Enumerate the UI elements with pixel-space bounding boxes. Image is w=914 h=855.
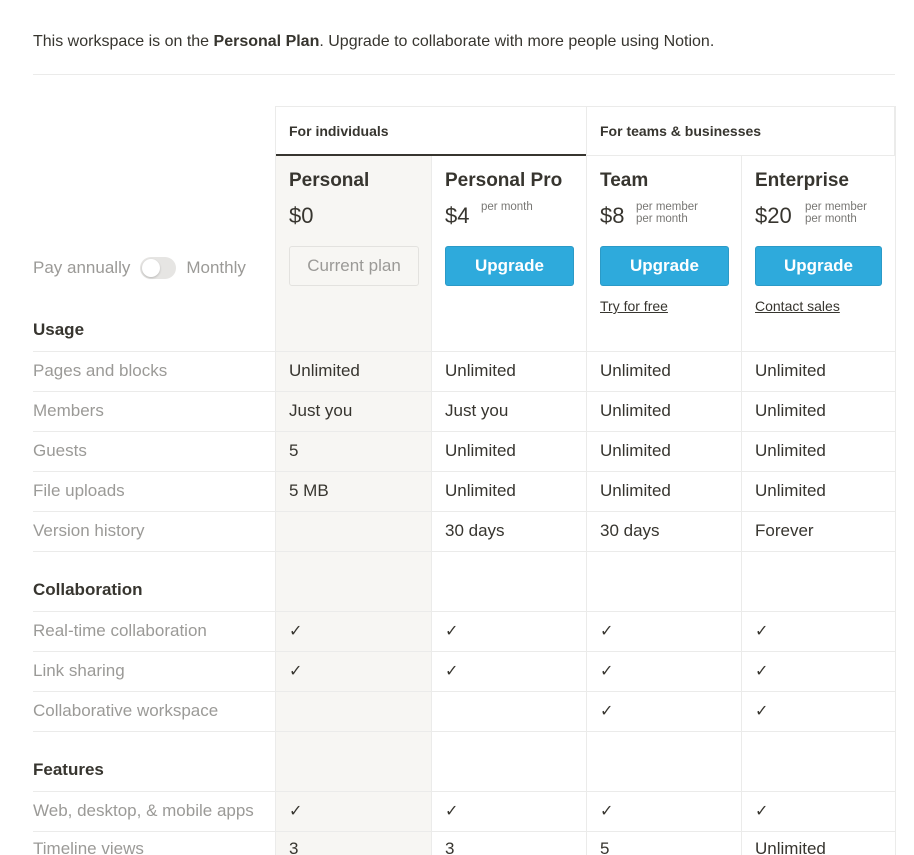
plan-billing-unit	[636, 201, 698, 225]
plan-price-team: $8	[600, 203, 625, 228]
check-icon: ✓	[289, 803, 303, 820]
plan-intro-text	[33, 33, 714, 51]
table-cell: Unlimited	[755, 361, 826, 380]
plan-billing-unit	[481, 201, 533, 213]
plan-billing-unit-line1: per month	[481, 201, 533, 213]
upgrade-button-team[interactable]: Upgrade	[600, 246, 729, 286]
column-divider	[586, 156, 587, 855]
row-label-guests: Guests	[33, 441, 87, 460]
column-divider	[431, 156, 432, 855]
plan-price-personal-pro: $4	[445, 203, 470, 228]
group-label-teams: For teams & businesses	[600, 123, 762, 139]
check-icon: ✓	[289, 663, 303, 680]
row-label-link-sharing: Link sharing	[33, 661, 125, 680]
row-divider	[33, 511, 895, 512]
check-icon: ✓	[755, 703, 769, 720]
plan-price-personal: $0	[289, 203, 314, 228]
table-cell: 30 days	[600, 521, 660, 540]
table-cell: Unlimited	[600, 481, 671, 500]
check-icon: ✓	[600, 623, 614, 640]
plan-name-personal-pro: Personal Pro	[445, 170, 563, 191]
table-cell: Unlimited	[755, 401, 826, 420]
contact-sales-link[interactable]: Contact sales	[755, 298, 840, 314]
plan-name-personal: Personal	[289, 170, 370, 191]
table-cell: Unlimited	[445, 481, 516, 500]
upgrade-button-enterprise[interactable]: Upgrade	[755, 246, 882, 286]
column-divider	[741, 156, 742, 855]
table-cell: Unlimited	[289, 361, 360, 380]
billing-toggle-switch[interactable]	[140, 257, 176, 279]
row-divider	[33, 731, 895, 732]
row-label-file-uploads: File uploads	[33, 481, 125, 500]
row-label-apps: Web, desktop, & mobile apps	[33, 801, 254, 820]
row-label-pages-and-blocks: Pages and blocks	[33, 361, 168, 380]
check-icon: ✓	[755, 803, 769, 820]
table-cell: 5 MB	[289, 481, 329, 500]
table-cell: 3	[445, 839, 455, 855]
table-cell: Unlimited	[755, 441, 826, 460]
row-label-members: Members	[33, 401, 104, 420]
section-title-usage: Usage	[33, 320, 85, 339]
plan-billing-unit-line1: per member	[636, 201, 698, 213]
table-cell: Unlimited	[600, 401, 671, 420]
plan-name-enterprise: Enterprise	[755, 170, 849, 191]
table-cell: Unlimited	[445, 361, 516, 380]
billing-period-toggle	[33, 256, 246, 280]
row-divider	[33, 691, 895, 692]
check-icon: ✓	[755, 663, 769, 680]
check-icon: ✓	[600, 663, 614, 680]
check-icon: ✓	[289, 623, 303, 640]
plan-billing-unit-line2: per month	[636, 213, 688, 225]
column-divider	[275, 106, 276, 855]
table-cell: 30 days	[445, 521, 505, 540]
monthly-label[interactable]: Monthly	[186, 258, 246, 277]
table-cell: Just you	[289, 401, 353, 420]
table-cell: Unlimited	[755, 839, 826, 855]
table-cell: Forever	[755, 521, 814, 540]
check-icon: ✓	[445, 623, 459, 640]
intro-suffix: . Upgrade to collaborate with more people using Notion.	[319, 33, 715, 50]
table-cell: Unlimited	[755, 481, 826, 500]
check-icon: ✓	[445, 663, 459, 680]
table-cell: 5	[289, 441, 299, 460]
pay-annually-label[interactable]: Pay annually	[33, 258, 131, 277]
current-plan-name: Personal Plan	[213, 33, 320, 50]
plan-price-enterprise: $20	[755, 203, 792, 228]
column-divider	[895, 106, 896, 855]
upgrade-button-personal-pro[interactable]: Upgrade	[445, 246, 574, 286]
section-title-features: Features	[33, 760, 104, 779]
table-cell: Just you	[445, 401, 509, 420]
table-cell: Unlimited	[600, 441, 671, 460]
check-icon: ✓	[600, 803, 614, 820]
try-for-free-link[interactable]: Try for free	[600, 298, 668, 314]
row-divider	[33, 791, 895, 792]
row-divider	[33, 351, 895, 352]
table-cell: Unlimited	[445, 441, 516, 460]
section-title-collaboration: Collaboration	[33, 580, 143, 599]
check-icon: ✓	[445, 803, 459, 820]
row-label-version-history: Version history	[33, 521, 145, 540]
row-divider	[33, 611, 895, 612]
plan-billing-unit-line1: per member	[805, 201, 867, 213]
table-cell: 5	[600, 839, 610, 855]
group-label-individuals: For individuals	[289, 123, 389, 139]
plan-name-team: Team	[600, 170, 649, 191]
table-cell: Unlimited	[600, 361, 671, 380]
row-label-timeline-views: Timeline views	[33, 839, 144, 855]
row-divider	[33, 651, 895, 652]
plan-billing-unit-line2: per month	[805, 213, 857, 225]
row-divider	[33, 551, 895, 552]
toggle-knob	[142, 259, 160, 277]
current-plan-button: Current plan	[289, 246, 419, 286]
row-divider	[33, 431, 895, 432]
intro-divider	[33, 74, 895, 75]
row-label-collaborative-workspace: Collaborative workspace	[33, 701, 219, 720]
check-icon: ✓	[755, 623, 769, 640]
row-label-real-time-collaboration: Real-time collaboration	[33, 621, 207, 640]
row-divider	[33, 831, 895, 832]
check-icon: ✓	[600, 703, 614, 720]
group-divider	[586, 106, 587, 155]
intro-prefix: This workspace is on the	[33, 33, 214, 50]
row-divider	[33, 471, 895, 472]
table-cell: 3	[289, 839, 299, 855]
row-divider	[33, 391, 895, 392]
plan-billing-unit	[805, 201, 867, 225]
